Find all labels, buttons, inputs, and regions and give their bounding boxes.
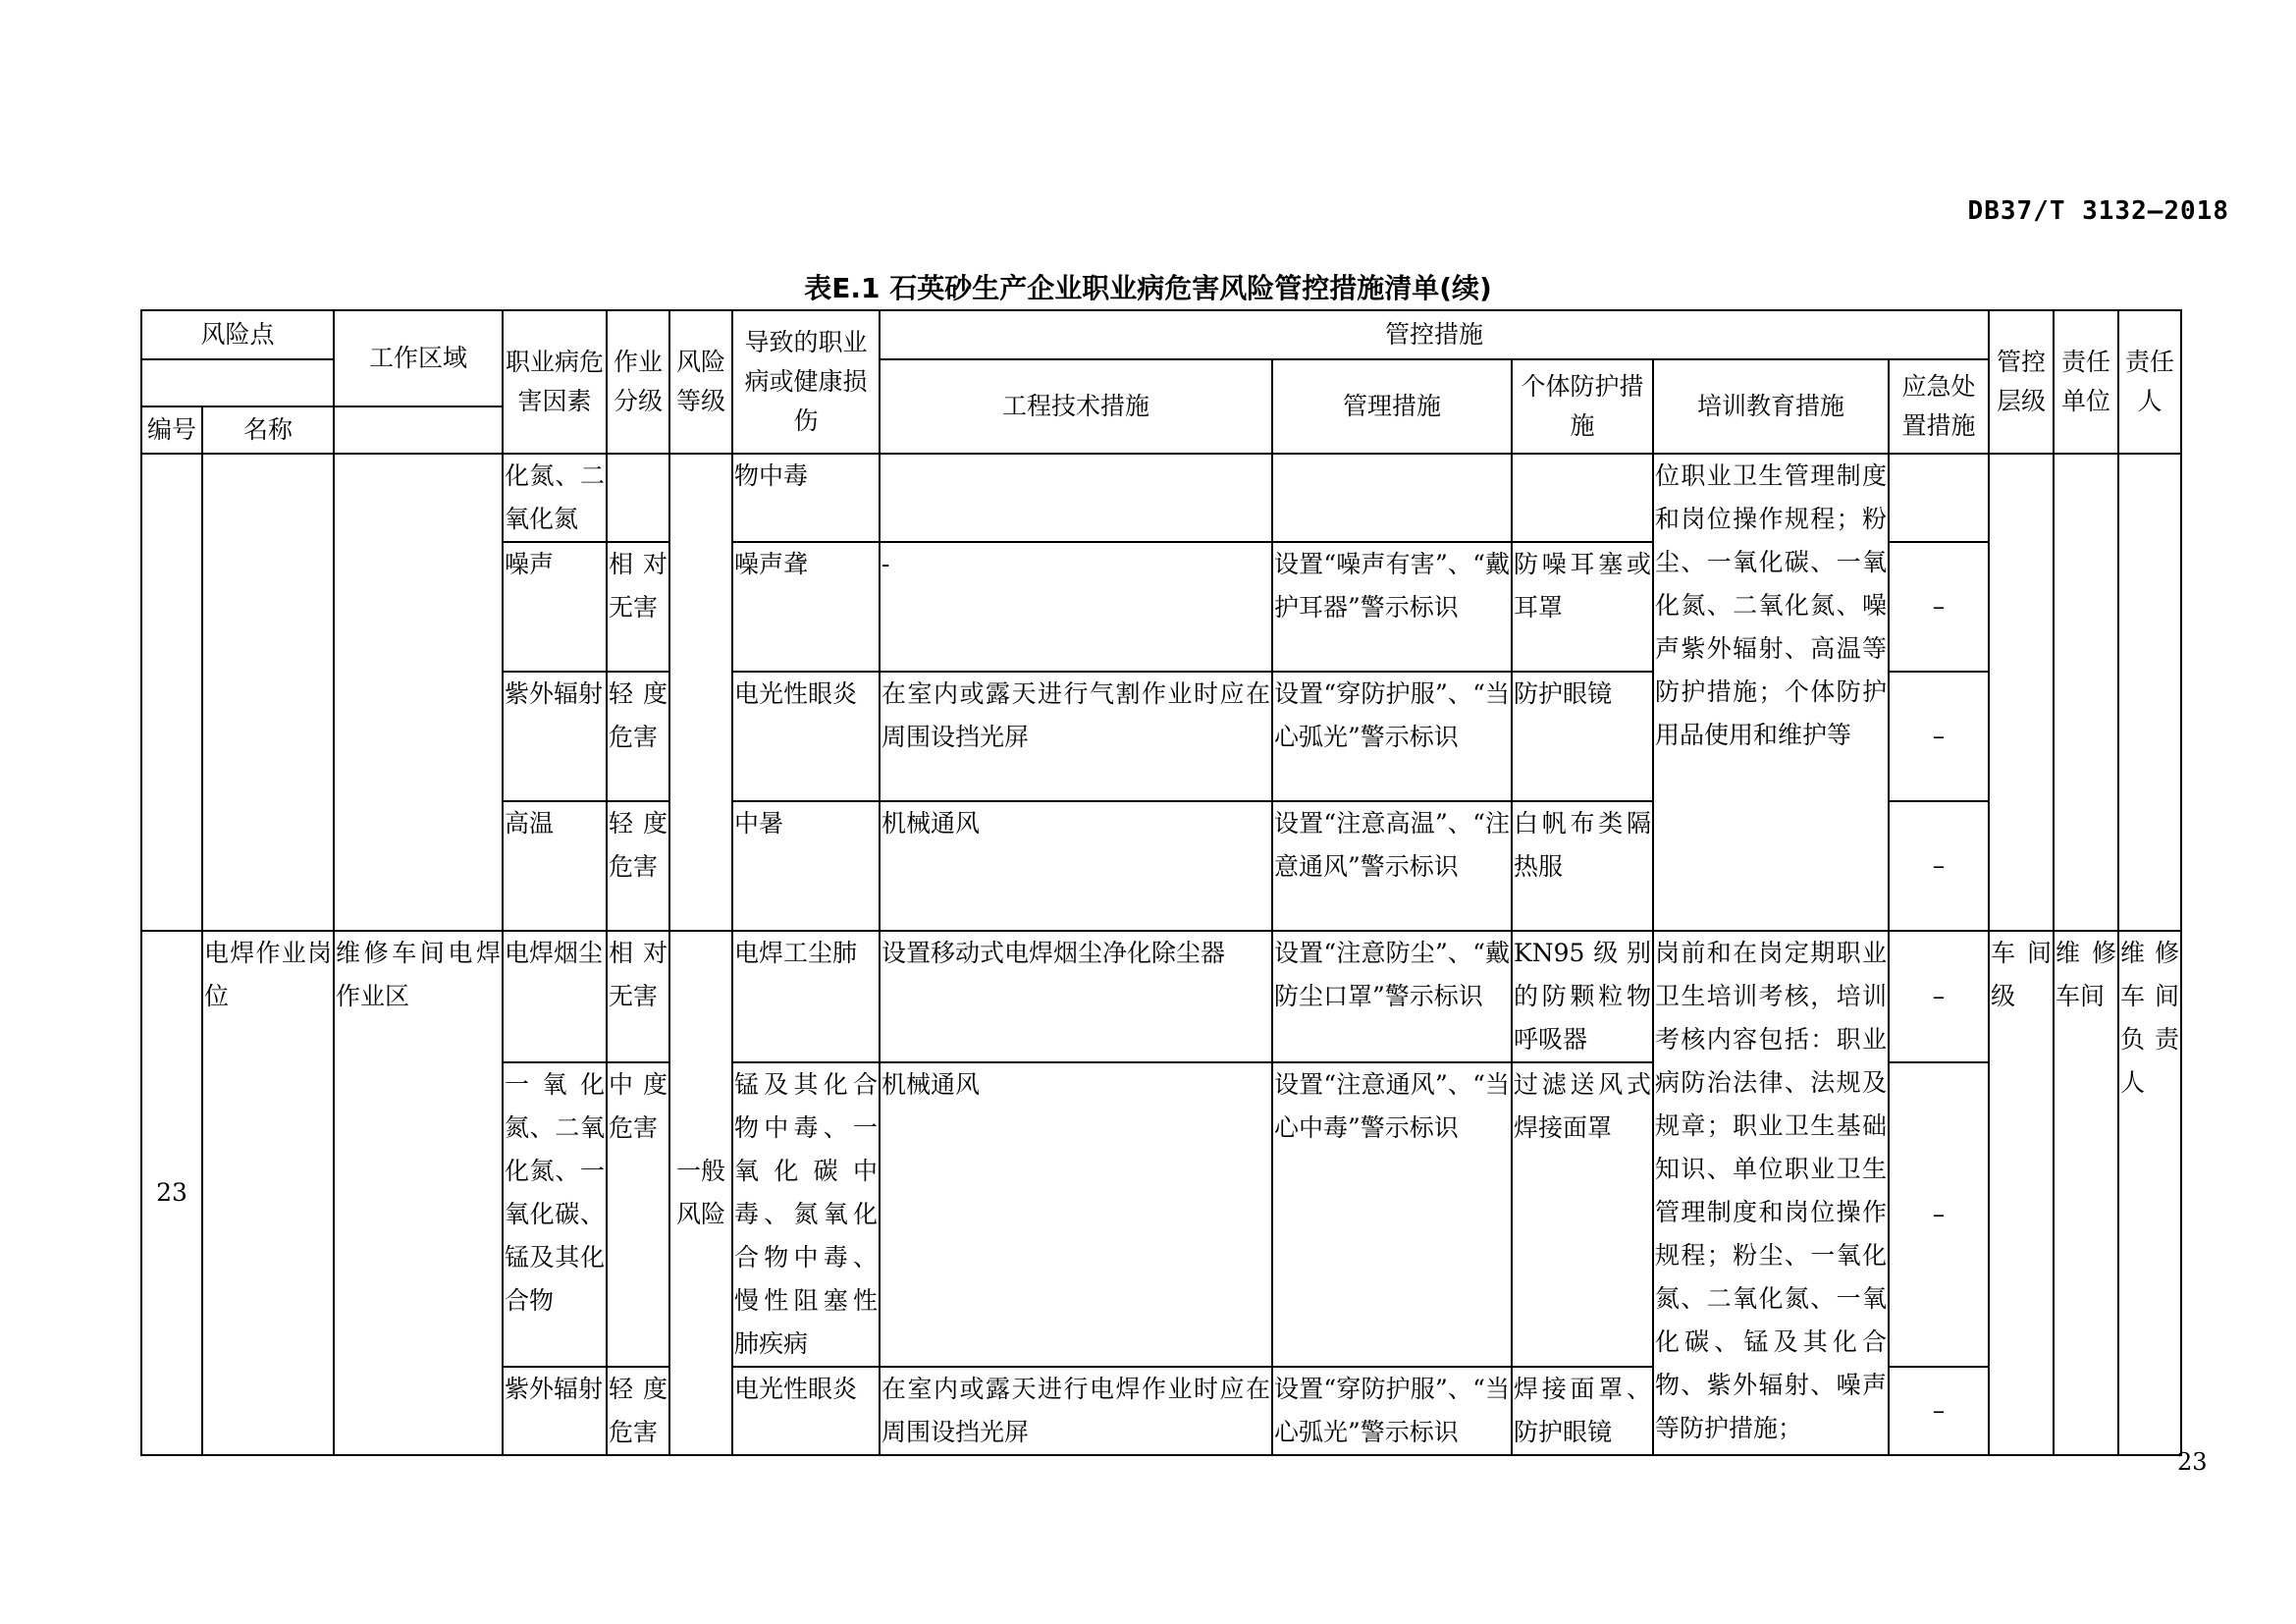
risk-point-number: 23 <box>141 931 202 1455</box>
header-control-measures: 管控措施 <box>880 310 1989 359</box>
emergency-measure: – <box>1889 672 1989 801</box>
continued-person-cell <box>2118 454 2181 931</box>
header-management: 管理措施 <box>1272 359 1512 454</box>
ppe-measure: 防护眼镜 <box>1512 672 1653 801</box>
management-measure: 设置“穿防护服”、“当心弧光”警示标识 <box>1272 672 1512 801</box>
management-measure: 设置“注意高温”、“注意通风”警示标识 <box>1272 801 1512 931</box>
emergency-measure: – <box>1889 931 1989 1062</box>
operation-level: 轻度危害 <box>607 672 669 801</box>
responsible-unit: 维修车间 <box>2054 931 2118 1455</box>
header-work-area: 工作区域 <box>334 310 503 406</box>
engineering-measure: 机械通风 <box>880 801 1272 931</box>
continued-risk-level-cell <box>669 454 732 931</box>
management-measure: 设置“注意防尘”、“戴防尘口罩”警示标识 <box>1272 931 1512 1062</box>
training-measure: 位职业卫生管理制度和岗位操作规程；粉尘、一氧化碳、一氧化氮、二氧化氮、噪声紫外辐射、高温等防护措施；个体防护用品使用和维护等 <box>1653 454 1889 931</box>
ppe-measure: 过滤送风式焊接面罩 <box>1512 1062 1653 1367</box>
management-measure: 设置“穿防护服”、“当心弧光”警示标识 <box>1272 1367 1512 1455</box>
hazard-factor: 电焊烟尘 <box>503 931 607 1062</box>
continued-layer-cell <box>1989 454 2054 931</box>
header-hazard-factor: 职业病危害因素 <box>503 310 607 454</box>
engineering-measure: 在室内或露天进行电焊作业时应在周围设挡光屏 <box>880 1367 1272 1455</box>
emergency-measure: – <box>1889 1062 1989 1367</box>
table-caption: 表E.1 石英砂生产企业职业病危害风险管控措施清单(续) <box>804 272 1492 304</box>
engineering-measure <box>880 454 1272 542</box>
disease: 锰及其化合物中毒、一氧化碳中毒、氮氧化合物中毒、慢性阻塞性肺疾病 <box>732 1062 880 1367</box>
header-resp-person: 责任人 <box>2118 310 2181 454</box>
disease: 噪声聋 <box>732 542 880 672</box>
engineering-measure: 机械通风 <box>880 1062 1272 1367</box>
hazard-factor: 紫外辐射 <box>503 1367 607 1455</box>
header-control-layer: 管控层级 <box>1989 310 2054 454</box>
risk-point-name: 电焊作业岗位 <box>202 931 334 1455</box>
operation-level: 轻度危害 <box>607 1367 669 1455</box>
operation-level: 轻度危害 <box>607 801 669 931</box>
hazard-factor: 一氧化氮、二氧化氮、一氧化碳、锰及其化合物 <box>503 1062 607 1367</box>
emergency-measure: – <box>1889 801 1989 931</box>
emergency-measure: – <box>1889 542 1989 672</box>
ppe-measure: 防噪耳塞或耳罩 <box>1512 542 1653 672</box>
header-risk-point: 风险点 <box>141 310 334 359</box>
document-code: DB37/T 3132—2018 <box>1967 196 2229 226</box>
disease: 电焊工尘肺 <box>732 931 880 1062</box>
ppe-measure <box>1512 454 1653 542</box>
header-disease: 导致的职业病或健康损伤 <box>732 310 880 454</box>
header-operation-level: 作业分级 <box>607 310 669 454</box>
hazard-factor: 紫外辐射 <box>503 672 607 801</box>
risk-level: 一般风险 <box>669 931 732 1455</box>
operation-level <box>607 454 669 542</box>
header-work-area-lower <box>334 406 503 454</box>
continued-name-cell <box>202 454 334 931</box>
hazard-factor: 噪声 <box>503 542 607 672</box>
disease: 物中毒 <box>732 454 880 542</box>
risk-control-table <box>140 309 2182 1456</box>
header-name: 名称 <box>202 406 334 454</box>
engineering-measure: - <box>880 542 1272 672</box>
ppe-measure: 白帆布类隔热服 <box>1512 801 1653 931</box>
ppe-measure: KN95级别的防颗粒物呼吸器 <box>1512 931 1653 1062</box>
engineering-measure: 在室内或露天进行气割作业时应在周围设挡光屏 <box>880 672 1272 801</box>
operation-level: 相对无害 <box>607 931 669 1062</box>
responsible-person: 维修车间负责人 <box>2118 931 2181 1455</box>
work-area: 维修车间电焊作业区 <box>334 931 503 1455</box>
header-resp-unit: 责任单位 <box>2054 310 2118 454</box>
operation-level: 中度危害 <box>607 1062 669 1367</box>
header-engineering: 工程技术措施 <box>880 359 1272 454</box>
ppe-measure: 焊接面罩、防护眼镜 <box>1512 1367 1653 1455</box>
page-number: 23 <box>2177 1448 2208 1476</box>
header-number: 编号 <box>141 406 202 454</box>
management-measure: 设置“噪声有害”、“戴护耳器”警示标识 <box>1272 542 1512 672</box>
continued-unit-cell <box>2054 454 2118 931</box>
control-layer: 车间级 <box>1989 931 2054 1455</box>
header-emergency: 应急处置措施 <box>1889 359 1989 454</box>
emergency-measure <box>1889 454 1989 542</box>
disease: 电光性眼炎 <box>732 1367 880 1455</box>
continued-number-cell <box>141 454 202 931</box>
disease: 中暑 <box>732 801 880 931</box>
hazard-factor: 高温 <box>503 801 607 931</box>
operation-level: 相对无害 <box>607 542 669 672</box>
header-risk-point-spacer <box>141 359 334 406</box>
header-risk-level: 风险等级 <box>669 310 732 454</box>
emergency-measure: – <box>1889 1367 1989 1455</box>
training-measure: 岗前和在岗定期职业卫生培训考核，培训考核内容包括：职业病防治法律、法规及规章；职业卫生基础知识、单位职业卫生管理制度和岗位操作规程；粉尘、一氧化氮、二氧化氮、一氧化碳、锰及其化合物、紫外辐射、噪声等防护措施； <box>1653 931 1889 1455</box>
hazard-factor: 化氮、二氧化氮 <box>503 454 607 542</box>
continued-work-area-cell <box>334 454 503 931</box>
header-ppe: 个体防护措施 <box>1512 359 1653 454</box>
management-measure <box>1272 454 1512 542</box>
management-measure: 设置“注意通风”、“当心中毒”警示标识 <box>1272 1062 1512 1367</box>
disease: 电光性眼炎 <box>732 672 880 801</box>
header-training: 培训教育措施 <box>1653 359 1889 454</box>
engineering-measure: 设置移动式电焊烟尘净化除尘器 <box>880 931 1272 1062</box>
